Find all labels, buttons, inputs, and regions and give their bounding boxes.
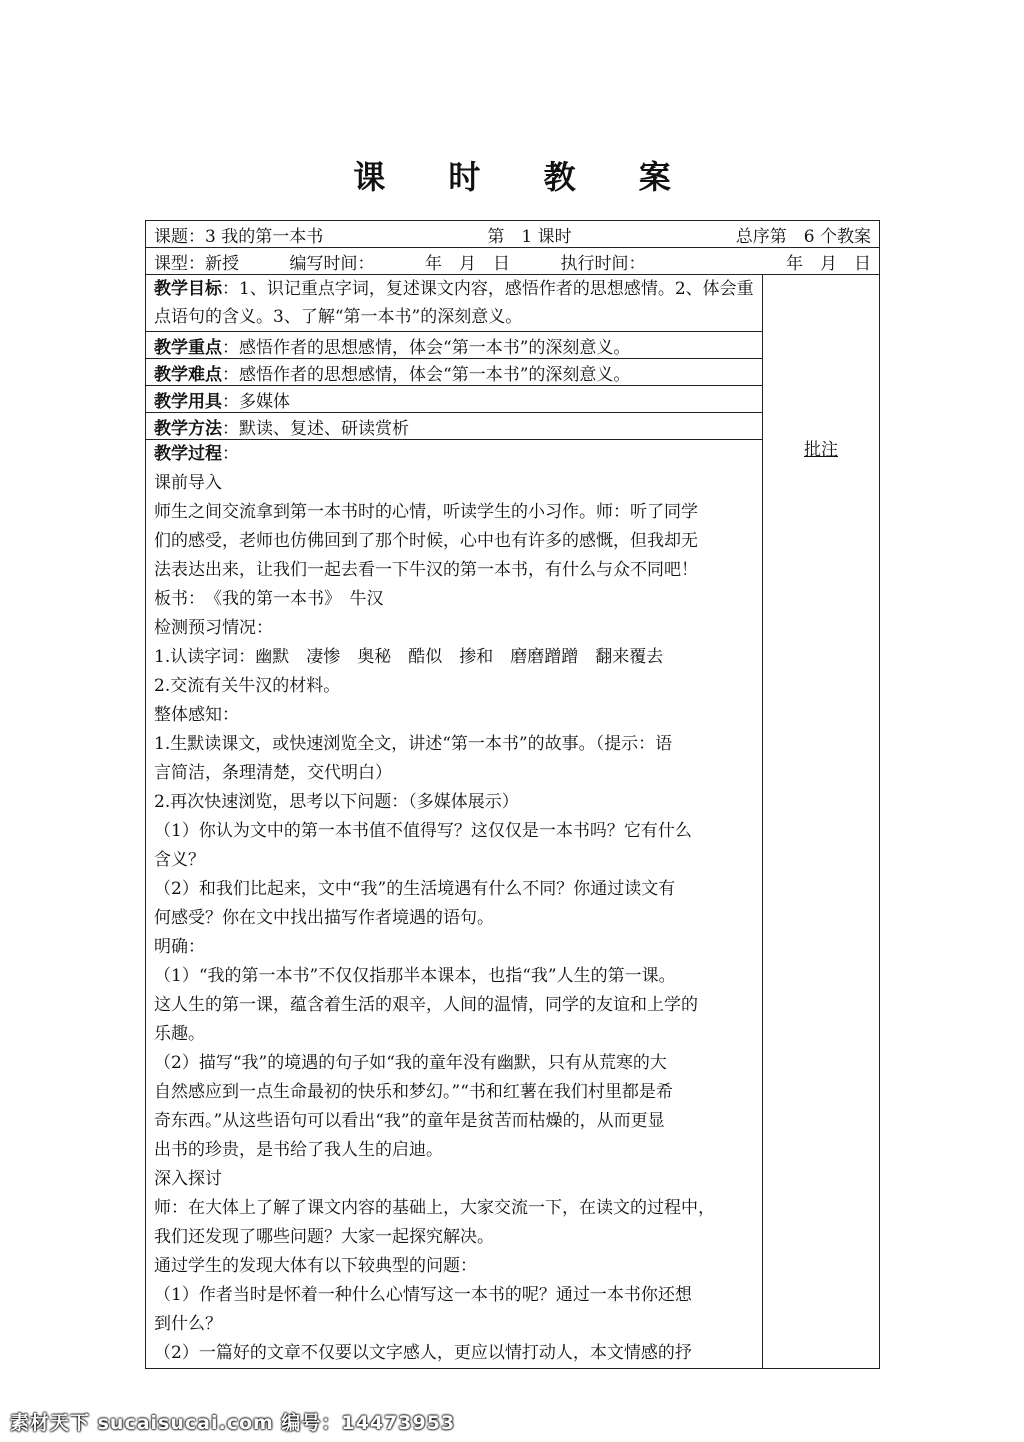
process-lines	[154, 469, 754, 1368]
lesson-number: 第 1 课时	[487, 226, 572, 247]
process-colon: ：	[222, 444, 239, 464]
note-label: 批注	[804, 440, 838, 460]
exec-date: 年 月 日	[786, 253, 871, 274]
key-point-label: 教学重点	[154, 337, 222, 358]
key-point-text: ：感悟作者的思想感情，体会“第一本书”的深刻意义。	[222, 337, 631, 358]
process-line: 这人生的第一课，蕴含着生活的艰辛，人间的温情，同学的友谊和上学的	[154, 995, 698, 1015]
process-line: 1.生默读课文，或快速浏览全文，讲述“第一本书”的故事。（提示：语	[154, 734, 673, 754]
process-line: （1）“我的第一本书”不仅仅指那半本课本，也指“我”人生的第一课。	[154, 966, 676, 986]
process-line: 师：在大体上了解了课文内容的基础上，大家交流一下，在读文的过程中，	[154, 1198, 715, 1218]
process-line: 整体感知：	[154, 705, 239, 725]
process-line: 法表达出来，让我们一起去看一下牛汉的第一本书，有什么与众不同吧！	[154, 560, 698, 580]
tools-label: 教学用具	[154, 391, 222, 412]
process-line: 板书： 《我的第一本书》 牛汉	[154, 589, 384, 609]
process-line: 乐趣。	[154, 1024, 205, 1044]
goals-row	[146, 275, 880, 332]
process-line: （2）一篇好的文章不仅要以文字感人，更应以情打动人，本文情感的抒	[154, 1343, 692, 1363]
process-cell	[146, 440, 763, 1369]
watermark: 素材天下 sucaisucai.com 编号：14473953	[10, 1412, 456, 1434]
process-line: 课前导入	[154, 473, 222, 493]
process-line: 我们还发现了哪些问题？大家一起探究解决。	[154, 1227, 494, 1247]
process-line: 们的感受，老师也仿佛回到了那个时候，心中也有许多的感慨，但我却无	[154, 531, 698, 551]
goals-label: 教学目标	[154, 279, 222, 299]
process-line: 通过学生的发现大体有以下较典型的问题：	[154, 1256, 477, 1276]
process-line: 到什么？	[154, 1314, 222, 1334]
note-column	[763, 275, 880, 1369]
process-line: （1）你认为文中的第一本书值不值得写？这仅仅是一本书吗？它有什么	[154, 821, 692, 841]
lesson-type: 课型：新授	[154, 253, 239, 274]
process-line: （2）和我们比起来，文中“我”的生活境遇有什么不同？你通过读文有	[154, 879, 676, 899]
process-line: 师生之间交流拿到第一本书时的心情，听读学生的小习作。师：听了同学	[154, 502, 698, 522]
process-line: 自然感应到一点生命最初的快乐和梦幻。”“书和红薯在我们村里都是希	[154, 1082, 673, 1102]
topic: 课题：3 我的第一本书	[154, 226, 324, 247]
goals-text: ：1、识记重点字词，复述课文内容，感悟作者的思想感情。2、体会重点语句的含义。3、了解“第一本书”的深刻意义。	[154, 279, 754, 327]
serial-number: 总序第 6 个教案	[735, 226, 872, 247]
method-text: ：默读、复述、研读赏析	[222, 418, 409, 439]
header-row-2	[146, 248, 880, 275]
process-line: 言简洁，条理清楚，交代明白）	[154, 763, 392, 783]
write-date: 年 月 日	[425, 253, 510, 274]
tools-text: ：多媒体	[222, 391, 290, 412]
difficulty-text: ：感悟作者的思想感情，体会“第一本书”的深刻意义。	[222, 364, 631, 385]
exec-time-label: 执行时间：	[560, 253, 646, 274]
process-line: 2.交流有关牛汉的材料。	[154, 676, 341, 696]
process-line: 奇东西。”从这些语句可以看出“我”的童年是贫苦而枯燥的，从而更显	[154, 1111, 665, 1131]
lesson-plan-table	[145, 220, 880, 1369]
process-line: 出书的珍贵，是书给了我人生的启迪。	[154, 1140, 443, 1160]
page-title: 课 时 教 案	[353, 158, 697, 196]
process-line: 明确：	[154, 937, 205, 957]
header-row-1	[146, 221, 880, 248]
write-time-label: 编写时间：	[289, 253, 375, 274]
process-label: 教学过程	[154, 444, 222, 464]
process-line: 何感受？你在文中找出描写作者境遇的语句。	[154, 908, 494, 928]
process-line: 1.认读字词：幽默 凄惨 奥秘 酷似 掺和 磨磨蹭蹭 翻来覆去	[154, 647, 664, 667]
process-line: 含义？	[154, 850, 205, 870]
process-line: 检测预习情况：	[154, 618, 273, 638]
process-line: （2）描写“我”的境遇的句子如“我的童年没有幽默，只有从荒寒的大	[154, 1053, 667, 1073]
process-line: 深入探讨	[154, 1169, 222, 1189]
process-line: （1）作者当时是怀着一种什么心情写这一本书的呢？通过一本书你还想	[154, 1285, 692, 1305]
difficulty-label: 教学难点	[154, 364, 222, 385]
process-line: 2.再次快速浏览，思考以下问题：（多媒体展示）	[154, 792, 519, 812]
method-label: 教学方法	[154, 418, 222, 439]
